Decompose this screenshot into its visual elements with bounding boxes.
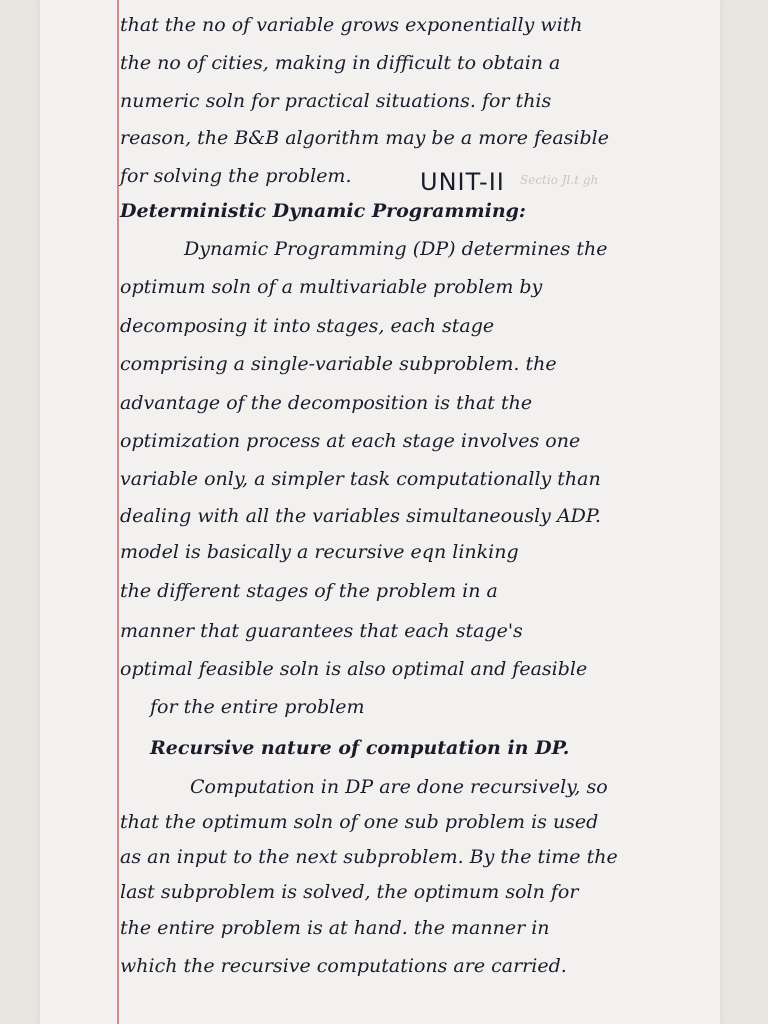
text-line-18: optimal feasible soln is also optimal and feasible (120, 658, 588, 680)
text-line-24: last subproblem is solved, the optimum soln for (120, 881, 579, 903)
text-line-23: as an input to the next subproblem. By the time the (120, 846, 618, 868)
text-line-5: for solving the problem. (120, 165, 352, 187)
text-line-25: the entire problem is at hand. the manner in (120, 917, 550, 939)
ghost-text: Sectio Jl.t gh (520, 173, 599, 187)
section-heading-recursive: Recursive nature of computation in DP. (150, 737, 570, 759)
text-line-16: the different stages of the problem in a (120, 580, 498, 602)
text-line-26: which the recursive computations are carried. (120, 955, 567, 977)
text-line-12: optimization process at each stage involves one (120, 430, 581, 452)
text-line-13: variable only, a simpler task computationally than (120, 468, 601, 490)
text-line-21: Computation in DP are done recursively, so (190, 776, 608, 798)
text-line-22: that the optimum soln of one sub problem is used (120, 811, 599, 833)
text-line-8: optimum soln of a multivariable problem by (120, 276, 543, 298)
text-line-14: dealing with all the variables simultaneously ADP. (120, 505, 601, 527)
unit-heading: UNIT-II (420, 168, 505, 196)
text-line-10: comprising a single-variable subproblem. the (120, 353, 557, 375)
text-line-2: the no of cities, making in difficult to obtain a (120, 52, 561, 74)
text-line-3: numeric soln for practical situations. for this (120, 90, 552, 112)
text-line-7: Dynamic Programming (DP) determines the (184, 238, 608, 260)
text-line-15: model is basically a recursive eqn linking (120, 541, 519, 563)
text-line-19: for the entire problem (150, 696, 365, 718)
text-line-17: manner that guarantees that each stage's (120, 620, 523, 642)
text-line-9: decomposing it into stages, each stage (120, 315, 495, 337)
section-heading-ddp: Deterministic Dynamic Programming: (120, 200, 526, 222)
text-line-11: advantage of the decomposition is that the (120, 392, 533, 414)
text-line-1: that the no of variable grows exponentially with (120, 14, 583, 36)
margin-line (117, 0, 119, 1024)
text-line-4: reason, the B&B algorithm may be a more feasible (120, 127, 609, 149)
